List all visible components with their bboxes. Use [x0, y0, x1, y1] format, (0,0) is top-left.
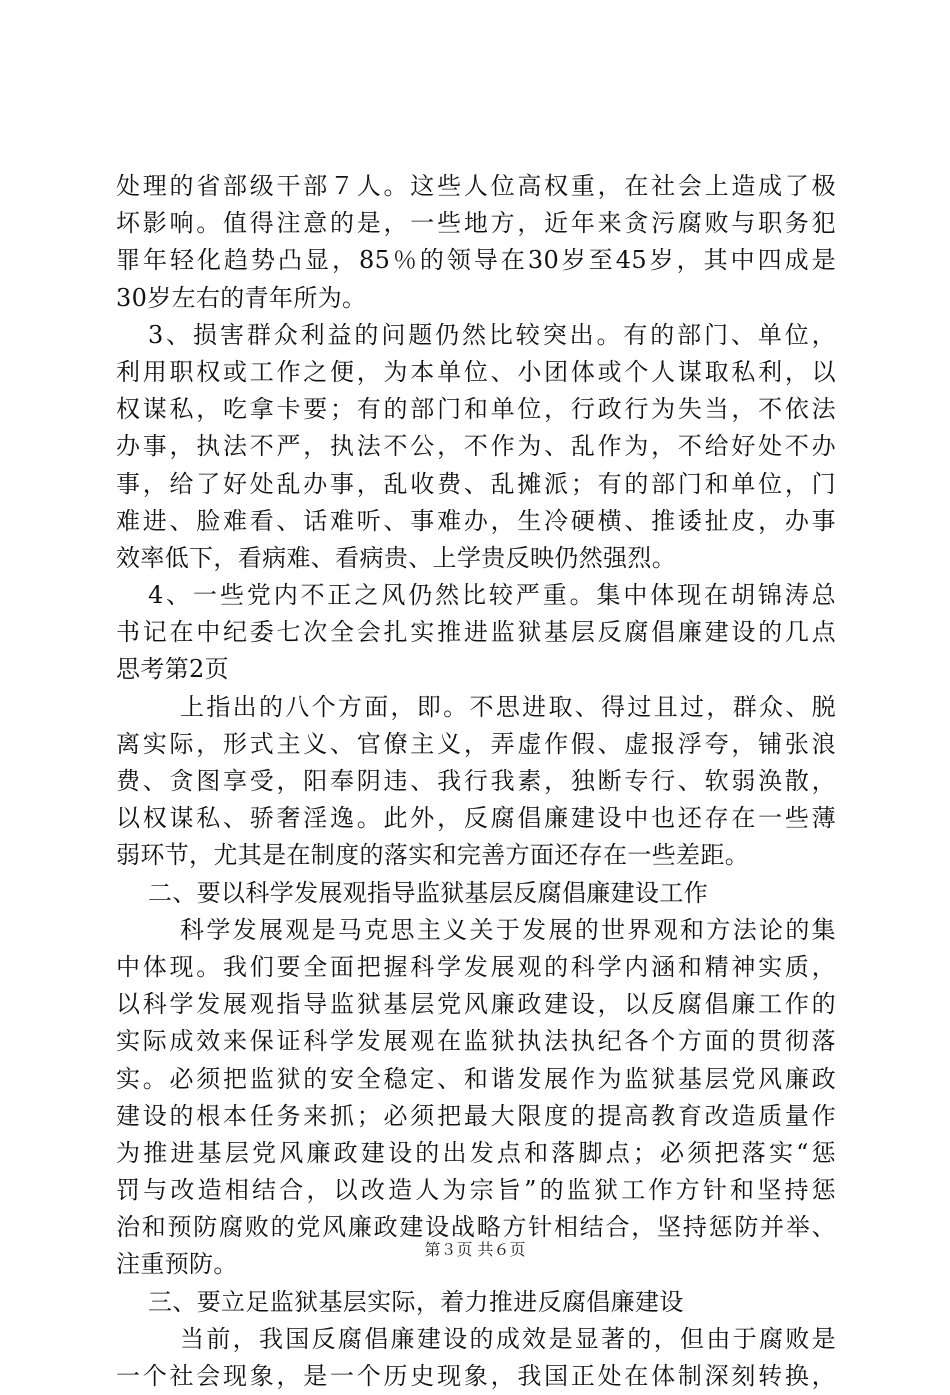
text-line: 一个社会现象，是一个历史现象，我国正处在体制深刻转换，	[116, 1362, 836, 1390]
text-line: 30岁左右的青年所为。	[116, 283, 367, 312]
text-line: 上指出的八个方面，即。不思进取、得过且过，群众、脱	[180, 692, 836, 721]
text-line: 科学发展观是马克思主义关于发展的世界观和方法论的集	[180, 915, 836, 944]
text-line: 三、要立足监狱基层实际，着力推进反腐倡廉建设	[148, 1287, 684, 1316]
text-line: 办事，执法不严，执法不公，不作为、乱作为，不给好处不办	[116, 432, 836, 461]
page-footer: 第３页 共６页	[424, 1240, 526, 1259]
text-line: 处理的省部级干部７人。这些人位高权重，在社会上造成了极	[116, 172, 836, 200]
text-line: 实际成效来保证科学发展观在监狱执法执纪各个方面的贯彻落	[116, 1027, 836, 1056]
text-line: 效率低下，看病难、看病贵、上学贵反映仍然强烈。	[116, 543, 677, 572]
text-line: 以权谋私、骄奢淫逸。此外，反腐倡廉建设中也还存在一些薄	[116, 804, 836, 833]
text-line: 中体现。我们要全面把握科学发展观的科学内涵和精神实质，	[116, 952, 836, 981]
text-line: 为推进基层党风廉政建设的出发点和落脚点；必须把落实“惩	[116, 1138, 836, 1167]
text-line: 3、损害群众利益的问题仍然比较突出。有的部门、单位，	[148, 320, 836, 349]
text-line: 利用职权或工作之便，为本单位、小团体或个人谋取私利，以	[116, 357, 836, 386]
text-line: 离实际，形式主义、官僚主义，弄虚作假、虚报浮夸，铺张浪	[116, 729, 836, 758]
text-line: 罪年轻化趋势凸显，85％的领导在30岁至45岁，其中四成是	[116, 246, 836, 275]
text-line: 治和预防腐败的党风廉政建设战略方针相结合，坚持惩防并举、	[116, 1213, 836, 1242]
text-line: 权谋私，吃拿卡要；有的部门和单位，行政行为失当，不依法	[116, 395, 836, 424]
text-line: 以科学发展观指导监狱基层党风廉政建设，以反腐倡廉工作的	[116, 990, 836, 1019]
text-line: 思考第2页	[116, 655, 230, 684]
text-line: 费、贪图享受，阳奉阴违、我行我素，独断专行、软弱涣散，	[116, 767, 836, 795]
text-line: 实。必须把监狱的安全稳定、和谐发展作为监狱基层党风廉政	[116, 1064, 836, 1093]
text-line: 弱环节，尤其是在制度的落实和完善方面还存在一些差距。	[116, 841, 750, 870]
text-line: 4、一些党内不正之风仍然比较严重。集中体现在胡锦涛总	[148, 581, 836, 610]
body-text	[116, 168, 836, 1395]
text-line: 当前，我国反腐倡廉建设的成效是显著的，但由于腐败是	[180, 1324, 836, 1353]
text-line: 事，给了好处乱办事，乱收费、乱摊派；有的部门和单位，门	[116, 469, 836, 498]
text-line: 罚与改造相结合，以改造人为宗旨”的监狱工作方针和坚持惩	[116, 1176, 836, 1205]
text-line: 二、要以科学发展观指导监狱基层反腐倡廉建设工作	[148, 878, 709, 907]
text-line: 书记在中纪委七次全会扎实推进监狱基层反腐倡廉建设的几点	[116, 618, 836, 647]
text-line: 建设的根本任务来抓；必须把最大限度的提高教育改造质量作	[116, 1101, 836, 1130]
text-line: 难进、脸难看、话难听、事难办，生冷硬横、推诿扯皮，办事	[116, 506, 836, 535]
text-line: 注重预防。	[116, 1250, 238, 1279]
text-line: 坏影响。值得注意的是，一些地方，近年来贪污腐败与职务犯	[116, 209, 836, 238]
